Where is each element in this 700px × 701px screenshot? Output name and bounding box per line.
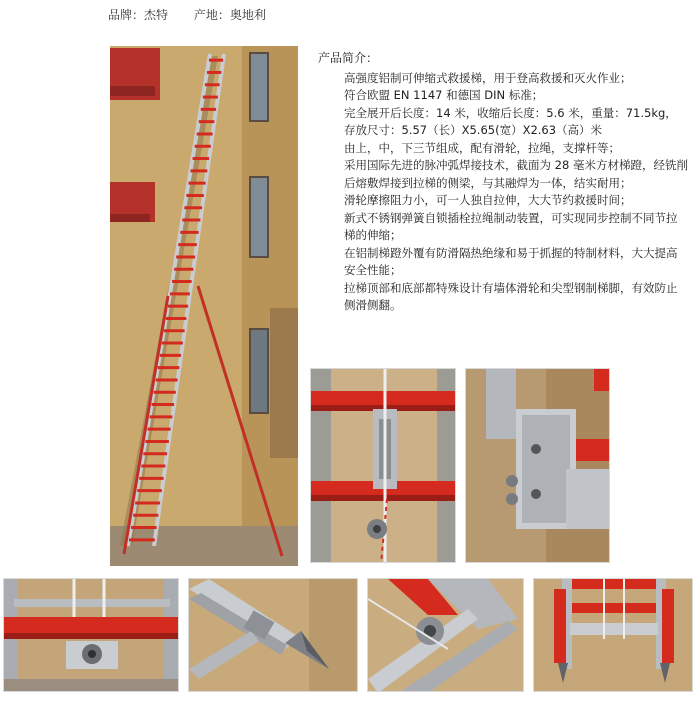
intro-title: 产品简介： — [318, 51, 379, 65]
intro-paragraph: 在铝制梯蹬外覆有防滑隔热绝缘和易于抓握的特制材料，大大提高安全性能； — [344, 245, 678, 277]
intro-paragraph: 滑轮摩擦阻力小，可一人独自拉伸，大大节约救援时间； — [344, 193, 632, 207]
brand-label: 品牌：杰特 — [108, 8, 169, 22]
intro-paragraph: 新式不锈钢弹簧自锁插栓拉绳制动装置，可实现同步控制不同节拉梯的伸缩； — [344, 210, 678, 242]
origin-label: 产地：奥地利 — [193, 8, 266, 22]
main-ladder-photo — [110, 46, 298, 566]
intro-paragraph: 由上，中，下三节组成，配有滑轮，拉绳，支撑杆等； — [344, 140, 620, 155]
ladder-base-photo — [533, 578, 693, 692]
intro-paragraph: 完全展开后长度：14 米，收缩后长度：5.6 米，重量：71.5kg，存放尺寸：5.57（长）X5.65(宽）X2.63（高）米 — [344, 105, 677, 137]
intro-paragraph: 高强度铝制可伸缩式救援梯，用于登高救援和灭火作业； — [344, 70, 632, 85]
lock-bracket-detail-photo — [465, 368, 610, 563]
pulley-rope-guide-photo — [367, 578, 524, 692]
wall-roller-photo — [3, 578, 179, 692]
product-header — [108, 6, 288, 23]
intro-paragraph: 符合欧盟 EN 1147 和德国 DIN 标准； — [344, 88, 544, 102]
product-intro — [318, 50, 688, 315]
intro-paragraph: 拉梯顶部和底部都特殊设计有墙体滑轮和尖型钢制梯脚，有效防止侧滑侧翻。 — [344, 280, 678, 312]
pulley-detail-photo — [310, 368, 456, 563]
intro-paragraph: 采用国际先进的脉冲弧焊接技术，截面为 28 毫米方材梯蹬，经铣削后熔敷焊接到拉梯的侧梁，与其融焊为一体，结实耐用； — [344, 158, 688, 190]
steel-foot-spike-photo — [188, 578, 358, 692]
